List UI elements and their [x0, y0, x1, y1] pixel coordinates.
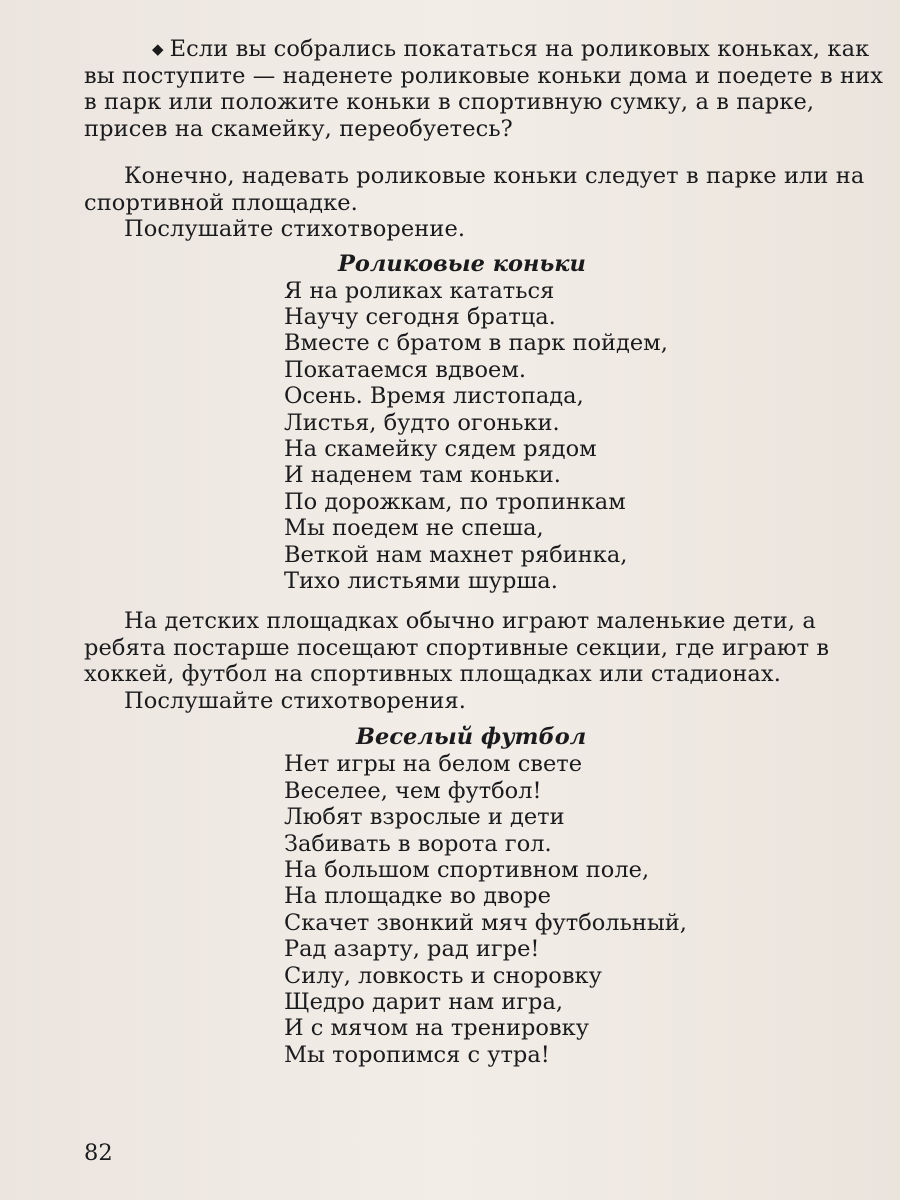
listen-poem-instruction: Послушайте стихотворение.	[124, 216, 466, 242]
poem-line: Листья, будто огоньки.	[284, 409, 560, 436]
poem-line: Забивать в ворота гол.	[284, 830, 552, 857]
poem-title-roller-skates: Роликовые коньки	[338, 250, 586, 277]
poem-line: На большом спортивном поле,	[284, 857, 650, 883]
page-content	[84, 36, 884, 1068]
poem-line: Любят взрослые и дети	[284, 804, 565, 831]
page-number: 82	[84, 1140, 113, 1166]
poem-line: И с мячом на тренировку	[284, 1015, 589, 1042]
poem-line: На скамейку сядем рядом	[284, 435, 597, 462]
poem-merry-football	[284, 724, 884, 1068]
poem-lines-merry-football	[284, 751, 884, 1068]
poem-line: Нет игры на белом свете	[284, 751, 583, 778]
sports-paragraph: На детских площадках обычно играют маленькие дети, а ребята постарше посещают спортивные секции, где играют в хоккей, футбол на спортивных площадках или стадионах.	[84, 608, 830, 688]
poem-line: Тихо листьями шурша.	[284, 567, 558, 594]
poem-line: Веселее, чем футбол!	[284, 777, 542, 804]
poem-line: Я на роликах кататься	[284, 277, 555, 304]
poem-line: Научу сегодня братца.	[284, 303, 556, 330]
question-text: Если вы собрались покататься на роликовых коньках, как вы поступите — наденете роликовые коньки дома и поедете в них в парк или положите коньки в спортивную сумку, а в парке, присев на скамейку, переобуетесь?	[84, 36, 884, 142]
poem-line: Веткой нам махнет рябинка,	[284, 541, 628, 568]
poem-line: На площадке во дворе	[284, 883, 551, 910]
poem-line: Покатаемся вдвоем.	[284, 356, 526, 383]
answer-paragraph: Конечно, надевать роликовые коньки следует в парке или на спортивной площадке.	[84, 163, 865, 216]
poem-line: Скачет звонкий мяч футбольный,	[284, 909, 687, 936]
poem-line: Щедро дарит нам игра,	[284, 989, 564, 1016]
poem-line: Осень. Время листопада,	[284, 383, 584, 410]
poem-title-merry-football: Веселый футбол	[356, 724, 587, 751]
poem-line: Мы поедем не спеша,	[284, 515, 544, 542]
question-paragraph	[84, 36, 884, 142]
poem-line: Силу, ловкость и сноровку	[284, 962, 602, 989]
poem-line: По дорожкам, по тропинкам	[284, 488, 626, 515]
diamond-bullet-icon: ◆	[152, 40, 164, 58]
poem-roller-skates	[284, 250, 884, 595]
poem-line: Рад азарту, рад игре!	[284, 936, 540, 963]
poem-line: Вместе с братом в парк пойдем,	[284, 330, 668, 357]
poem-lines-roller-skates	[284, 278, 884, 595]
poem-line: Мы торопимся с утра!	[284, 1041, 550, 1068]
poem-line: И наденем там коньки.	[284, 462, 561, 489]
listen-poems-instruction: Послушайте стихотворения.	[124, 687, 467, 714]
